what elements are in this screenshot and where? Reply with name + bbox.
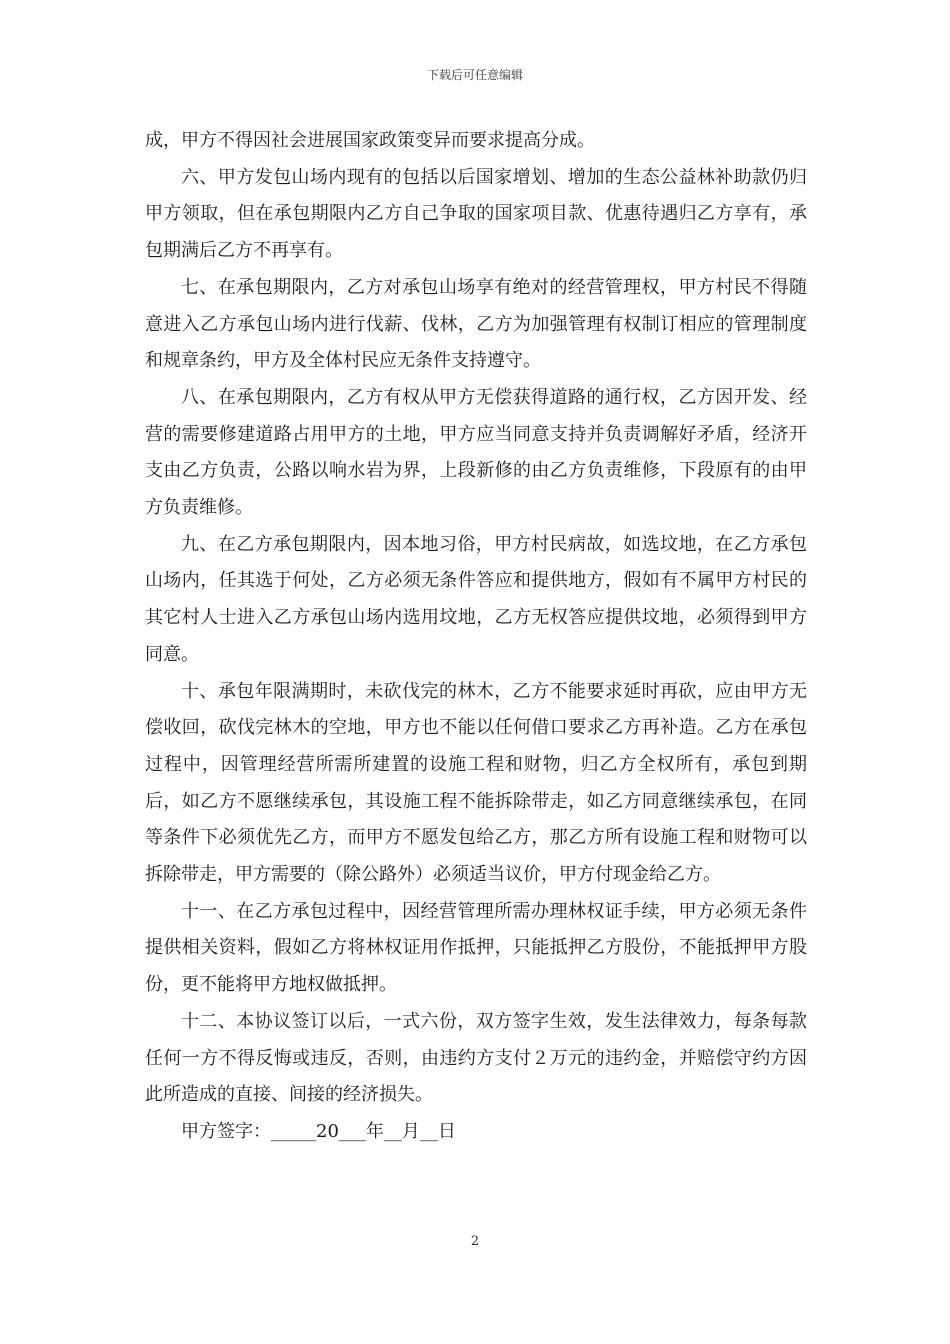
clause-ten: 十、承包年限满期时，未砍伐完的林木，乙方不能要求延时再砍，应由甲方无偿收回，砍伐完林木的空地，甲方也不能以任何借口要求乙方再补造。乙方在承包过程中，因管理经营所需所建置的设施工程和财物，归乙方全权所有，承包到期后，如乙方不愿继续承包，其设施工程不能拆除带走，如乙方同意继续承包，在同等条件下必须优先乙方，而甲方不愿发包给乙方，那乙方所有设施工程和财物可以拆除带走，甲方需要的（除公路外）必须适当议价，甲方付现金给乙方。: [145, 680, 807, 886]
document-body: [145, 123, 807, 1151]
page-header-note: 下载后可任意编辑: [426, 68, 523, 82]
page-number: 2: [470, 1234, 480, 1249]
party-a-signature-line: 甲方签字：_____20___年__月__日: [181, 1120, 456, 1142]
clause-eleven: 十一、在乙方承包过程中，因经营管理所需办理林权证手续，甲方必须无条件提供相关资料，假如乙方将林权证用作抵押，只能抵押乙方股份，不能抵押甲方股份，更不能将甲方地权做抵押。: [145, 900, 807, 996]
clause-twelve: 十二、本协议签订以后，一式六份，双方签字生效，发生法律效力，每条每款任何一方不得反悔或违反，否则，由违约方支付２万元的违约金，并赔偿守约方因此所造成的直接、间接的经济损失。: [145, 1010, 807, 1106]
clause-nine: 九、在乙方承包期限内，因本地习俗，甲方村民病故，如选坟地，在乙方承包山场内，任其选于何处，乙方必须无条件答应和提供地方，假如有不属甲方村民的其它村人士进入乙方承包山场内选用坟地，乙方无权答应提供坟地，必须得到甲方同意。: [145, 533, 807, 665]
clause-six: 六、甲方发包山场内现有的包括以后国家增划、增加的生态公益林补助款仍归甲方领取，但在承包期限内乙方自己争取的国家项目款、优惠待遇归乙方享有，承包期满后乙方不再享有。: [145, 166, 807, 262]
clause-eight: 八、在承包期限内，乙方有权从甲方无偿获得道路的通行权，乙方因开发、经营的需要修建道路占用甲方的土地，甲方应当同意支持并负责调解好矛盾，经济开支由乙方负责，公路以响水岩为界，上段新修的由乙方负责维修，下段原有的由甲方负责维修。: [145, 386, 807, 519]
clause-seven: 七、在承包期限内，乙方对承包山场享有绝对的经营管理权，甲方村民不得随意进入乙方承包山场内进行伐薪、伐林，乙方为加强管理有权制订相应的管理制度和规章条约，甲方及全体村民应无条件支持遵守。: [145, 276, 807, 372]
paragraph-continuation: 成，甲方不得因社会进展国家政策变异而要求提高分成。: [145, 130, 595, 151]
